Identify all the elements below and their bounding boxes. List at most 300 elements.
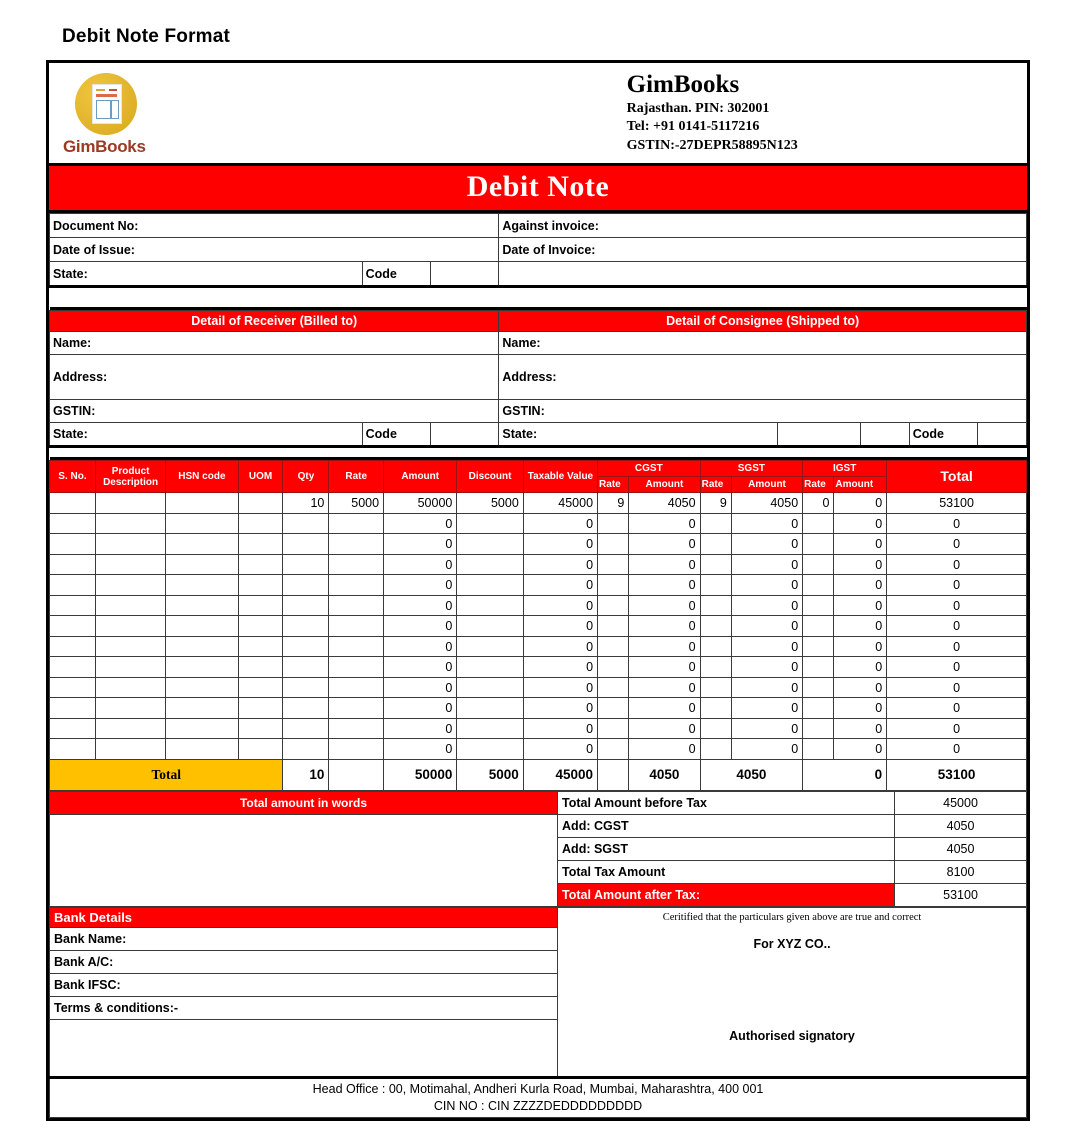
table-row [50, 657, 1027, 678]
table-row [50, 534, 1027, 555]
cell-product[interactable] [95, 595, 165, 616]
cin-number-text: CIN NO : CIN ZZZZDEDDDDDDDDD [433, 1098, 643, 1113]
items-body [50, 493, 1027, 760]
meta-blank-field[interactable] [499, 262, 1027, 287]
cell-igst-amt[interactable]: 0 [834, 657, 887, 678]
cell-total[interactable]: 0 [887, 534, 1027, 555]
cell-discount[interactable] [457, 718, 523, 739]
head-office-text: Head Office : 00, Motimahal, Andheri Kurla Road, Mumbai, Maharashtra, 400 001 [312, 1081, 764, 1096]
cell-cgst-amt[interactable]: 0 [629, 595, 700, 616]
cell-uom[interactable] [238, 513, 283, 534]
cell-cgst-amt[interactable]: 0 [629, 718, 700, 739]
cell-qty[interactable] [283, 554, 329, 575]
cell-uom[interactable] [238, 595, 283, 616]
cell-hsn[interactable] [166, 534, 238, 555]
cell-igst-rate[interactable] [803, 554, 834, 575]
cell-igst-rate[interactable] [803, 636, 834, 657]
table-row [50, 513, 1027, 534]
cell-sno[interactable] [50, 616, 96, 637]
summary-label-0: Total Amount before Tax [558, 791, 895, 814]
cell-amount[interactable]: 0 [384, 595, 457, 616]
cell-product[interactable] [95, 493, 165, 514]
cell-igst-amt[interactable]: 0 [834, 513, 887, 534]
cell-discount[interactable] [457, 534, 523, 555]
consignee-address-field[interactable]: Address: [499, 355, 1027, 400]
gimbooks-logo-icon [75, 73, 137, 135]
cell-igst-rate[interactable] [803, 657, 834, 678]
cell-rate[interactable] [329, 677, 384, 698]
cell-taxable[interactable]: 0 [523, 698, 597, 719]
cell-amount[interactable]: 0 [384, 739, 457, 760]
date-of-invoice-label[interactable]: Date of Invoice: [499, 238, 1027, 262]
cell-uom[interactable] [238, 493, 283, 514]
cell-igst-rate[interactable]: 0 [803, 493, 834, 514]
cell-igst-rate[interactable] [803, 513, 834, 534]
cell-cgst-amt[interactable]: 0 [629, 657, 700, 678]
cell-sgst-amt[interactable]: 0 [731, 739, 802, 760]
col-igst-group: IGST [803, 461, 887, 477]
col-total: Total [887, 461, 1027, 493]
cell-cgst-amt[interactable]: 0 [629, 698, 700, 719]
cell-sgst-rate[interactable] [700, 636, 731, 657]
cell-rate[interactable] [329, 575, 384, 596]
cell-igst-amt[interactable]: 0 [834, 595, 887, 616]
date-of-issue-label[interactable]: Date of Issue: [50, 238, 499, 262]
cell-product[interactable] [95, 657, 165, 678]
table-row [50, 311, 1027, 332]
cell-cgst-amt[interactable]: 0 [629, 554, 700, 575]
cell-sgst-amt[interactable]: 0 [731, 554, 802, 575]
cell-sgst-amt[interactable]: 0 [731, 657, 802, 678]
cell-cgst-amt[interactable]: 0 [629, 575, 700, 596]
cell-rate[interactable] [329, 534, 384, 555]
cell-discount[interactable] [457, 575, 523, 596]
cell-igst-rate[interactable] [803, 575, 834, 596]
col-igst-rate: Rate [803, 477, 834, 493]
cell-sno[interactable] [50, 513, 96, 534]
receiver-gstin-field[interactable]: GSTIN: [50, 400, 499, 423]
cell-qty[interactable] [283, 636, 329, 657]
cell-product[interactable] [95, 739, 165, 760]
cell-hsn[interactable] [166, 616, 238, 637]
cell-sgst-rate[interactable] [700, 513, 731, 534]
cell-igst-rate[interactable] [803, 595, 834, 616]
cell-sgst-rate[interactable] [700, 595, 731, 616]
total-cgst-rate-blank [598, 759, 629, 790]
receiver-address-field[interactable]: Address: [50, 355, 499, 400]
code-label[interactable]: Code [362, 262, 430, 287]
cell-igst-rate[interactable] [803, 739, 834, 760]
cell-product[interactable] [95, 554, 165, 575]
cell-discount[interactable] [457, 739, 523, 760]
cell-taxable[interactable]: 0 [523, 575, 597, 596]
cell-rate[interactable] [329, 636, 384, 657]
cell-cgst-rate[interactable] [598, 513, 629, 534]
cell-cgst-rate[interactable] [598, 554, 629, 575]
items-header-row [50, 461, 1027, 477]
cell-sgst-amt[interactable]: 4050 [731, 493, 802, 514]
table-row [50, 554, 1027, 575]
cell-total[interactable]: 0 [887, 739, 1027, 760]
cell-total[interactable]: 53100 [887, 493, 1027, 514]
summary-label-3: Total Tax Amount [558, 860, 895, 883]
cell-sno[interactable] [50, 657, 96, 678]
receiver-state-field[interactable]: State: [50, 423, 363, 447]
cell-rate[interactable] [329, 513, 384, 534]
table-row [50, 791, 1027, 814]
cell-hsn[interactable] [166, 698, 238, 719]
cell-igst-rate[interactable] [803, 718, 834, 739]
cell-sgst-amt[interactable]: 0 [731, 698, 802, 719]
cell-cgst-rate[interactable] [598, 595, 629, 616]
signature-block [558, 907, 1027, 1077]
table-row [50, 355, 1027, 400]
cell-total[interactable]: 0 [887, 718, 1027, 739]
cell-rate[interactable] [329, 718, 384, 739]
cell-hsn[interactable] [166, 636, 238, 657]
consignee-name-field[interactable]: Name: [499, 332, 1027, 355]
cell-discount[interactable] [457, 554, 523, 575]
cell-amount[interactable]: 0 [384, 554, 457, 575]
cell-uom[interactable] [238, 698, 283, 719]
cell-sno[interactable] [50, 739, 96, 760]
receiver-section-header: Detail of Receiver (Billed to) [50, 311, 499, 332]
cell-total[interactable]: 0 [887, 616, 1027, 637]
cell-uom[interactable] [238, 534, 283, 555]
receiver-code-label[interactable]: Code [362, 423, 430, 447]
cell-rate[interactable] [329, 739, 384, 760]
cell-igst-rate[interactable] [803, 616, 834, 637]
table-row [50, 575, 1027, 596]
certification-text: Ceritified that the particulars given above are true and correct [662, 911, 922, 923]
cell-sno[interactable] [50, 677, 96, 698]
amount-in-words-field[interactable] [50, 814, 558, 906]
cell-uom[interactable] [238, 616, 283, 637]
state-label[interactable]: State: [50, 262, 363, 287]
cell-product[interactable] [95, 718, 165, 739]
cell-product[interactable] [95, 698, 165, 719]
cell-sgst-rate[interactable] [700, 718, 731, 739]
footer-block [50, 1077, 1027, 1117]
cell-total[interactable]: 0 [887, 554, 1027, 575]
cell-taxable[interactable]: 0 [523, 554, 597, 575]
cell-cgst-rate[interactable] [598, 739, 629, 760]
consignee-code-value[interactable] [978, 423, 1027, 447]
cell-igst-rate[interactable] [803, 698, 834, 719]
cell-sgst-rate[interactable] [700, 657, 731, 678]
cell-total[interactable]: 0 [887, 698, 1027, 719]
cell-hsn[interactable] [166, 554, 238, 575]
cell-discount[interactable] [457, 595, 523, 616]
table-row [50, 262, 1027, 287]
col-sgst-group: SGST [700, 461, 803, 477]
cell-amount[interactable]: 50000 [384, 493, 457, 514]
summary-label-4: Total Amount after Tax: [558, 883, 895, 906]
authorised-signatory-label: Authorised signatory [729, 1028, 855, 1043]
consignee-state-blank-1[interactable] [777, 423, 860, 447]
cell-amount[interactable]: 0 [384, 657, 457, 678]
cell-amount[interactable]: 0 [384, 513, 457, 534]
cell-sgst-amt[interactable]: 0 [731, 636, 802, 657]
cell-cgst-amt[interactable]: 0 [629, 513, 700, 534]
cell-cgst-rate[interactable]: 9 [598, 493, 629, 514]
cell-amount[interactable]: 0 [384, 636, 457, 657]
cell-rate[interactable]: 5000 [329, 493, 384, 514]
cell-taxable[interactable]: 0 [523, 739, 597, 760]
bank-name-field[interactable]: Bank Name: [50, 927, 558, 950]
cell-hsn[interactable] [166, 739, 238, 760]
cell-taxable[interactable]: 0 [523, 534, 597, 555]
cell-sno[interactable] [50, 698, 96, 719]
cell-cgst-rate[interactable] [598, 698, 629, 719]
cell-taxable[interactable]: 0 [523, 636, 597, 657]
cell-uom[interactable] [238, 575, 283, 596]
cell-total[interactable]: 0 [887, 677, 1027, 698]
cell-taxable[interactable]: 45000 [523, 493, 597, 514]
cell-cgst-rate[interactable] [598, 677, 629, 698]
table-row [50, 814, 1027, 837]
cell-hsn[interactable] [166, 657, 238, 678]
cell-uom[interactable] [238, 554, 283, 575]
cell-sno[interactable] [50, 595, 96, 616]
cell-rate[interactable] [329, 698, 384, 719]
cell-product[interactable] [95, 534, 165, 555]
cell-qty[interactable] [283, 616, 329, 637]
total-cgst-amount: 4050 [629, 759, 700, 790]
cell-cgst-rate[interactable] [598, 616, 629, 637]
bank-account-field[interactable]: Bank A/C: [50, 950, 558, 973]
table-row [50, 423, 1027, 447]
document-no-label[interactable]: Document No: [50, 214, 499, 238]
cell-sno[interactable] [50, 575, 96, 596]
cell-cgst-amt[interactable]: 4050 [629, 493, 700, 514]
cell-igst-amt[interactable]: 0 [834, 698, 887, 719]
cell-discount[interactable] [457, 677, 523, 698]
cell-rate[interactable] [329, 595, 384, 616]
cell-qty[interactable] [283, 513, 329, 534]
cell-cgst-rate[interactable] [598, 534, 629, 555]
cell-qty[interactable] [283, 718, 329, 739]
cell-cgst-rate[interactable] [598, 575, 629, 596]
table-row [50, 1077, 1027, 1117]
spacer [50, 287, 1027, 309]
cell-rate[interactable] [329, 616, 384, 637]
cell-amount[interactable]: 0 [384, 616, 457, 637]
cell-sgst-amt[interactable]: 0 [731, 513, 802, 534]
cell-cgst-amt[interactable]: 0 [629, 534, 700, 555]
cell-amount[interactable]: 0 [384, 534, 457, 555]
table-row [50, 739, 1027, 760]
cell-hsn[interactable] [166, 677, 238, 698]
col-serial-number: S. No. [50, 461, 96, 493]
cell-igst-rate[interactable] [803, 534, 834, 555]
cell-sno[interactable] [50, 718, 96, 739]
terms-content-area[interactable] [50, 1019, 558, 1077]
cell-total[interactable]: 0 [887, 513, 1027, 534]
cell-uom[interactable] [238, 739, 283, 760]
cell-product[interactable] [95, 677, 165, 698]
cell-igst-amt[interactable]: 0 [834, 636, 887, 657]
cell-igst-amt[interactable]: 0 [834, 575, 887, 596]
logo-block [49, 63, 509, 163]
cell-amount[interactable]: 0 [384, 698, 457, 719]
cell-cgst-rate[interactable] [598, 657, 629, 678]
section-spacer [50, 447, 1027, 459]
cell-uom[interactable] [238, 677, 283, 698]
table-row [50, 718, 1027, 739]
cell-discount[interactable] [457, 657, 523, 678]
col-sgst-amount: Amount [731, 477, 802, 493]
cell-igst-amt[interactable]: 0 [834, 677, 887, 698]
document-header [49, 63, 1027, 166]
cell-sgst-amt[interactable]: 0 [731, 595, 802, 616]
cell-sgst-rate[interactable] [700, 616, 731, 637]
bank-and-signature-table [49, 907, 1027, 1118]
receiver-name-field[interactable]: Name: [50, 332, 499, 355]
cell-igst-amt[interactable]: 0 [834, 739, 887, 760]
cell-product[interactable] [95, 636, 165, 657]
consignee-section-header: Detail of Consignee (Shipped to) [499, 311, 1027, 332]
cell-sno[interactable] [50, 554, 96, 575]
cell-discount[interactable] [457, 616, 523, 637]
bank-details-header: Bank Details [50, 907, 558, 927]
cell-sgst-rate[interactable] [700, 698, 731, 719]
cell-rate[interactable] [329, 554, 384, 575]
total-amount: 50000 [384, 759, 457, 790]
cell-product[interactable] [95, 575, 165, 596]
col-rate: Rate [329, 461, 384, 493]
code-value-field[interactable] [431, 262, 499, 287]
cell-hsn[interactable] [166, 718, 238, 739]
summary-value-0: 45000 [895, 791, 1027, 814]
cell-discount[interactable] [457, 698, 523, 719]
cell-igst-amt[interactable]: 0 [834, 616, 887, 637]
cell-hsn[interactable] [166, 575, 238, 596]
items-total-row [50, 759, 1027, 790]
cell-rate[interactable] [329, 657, 384, 678]
summary-label-1: Add: CGST [558, 814, 895, 837]
cell-sgst-rate[interactable] [700, 575, 731, 596]
cell-product[interactable] [95, 616, 165, 637]
total-grand: 53100 [887, 759, 1027, 790]
against-invoice-label[interactable]: Against invoice: [499, 214, 1027, 238]
cell-cgst-rate[interactable] [598, 718, 629, 739]
cell-sgst-amt[interactable]: 0 [731, 534, 802, 555]
table-row [50, 616, 1027, 637]
cell-sgst-amt[interactable]: 0 [731, 616, 802, 637]
cell-sgst-amt[interactable]: 0 [731, 718, 802, 739]
cell-discount[interactable]: 5000 [457, 493, 523, 514]
cell-discount[interactable] [457, 513, 523, 534]
cell-amount[interactable]: 0 [384, 718, 457, 739]
terms-conditions-field[interactable]: Terms & conditions:- [50, 996, 558, 1019]
cell-cgst-amt[interactable]: 0 [629, 616, 700, 637]
cell-uom[interactable] [238, 657, 283, 678]
cell-hsn[interactable] [166, 513, 238, 534]
cell-igst-rate[interactable] [803, 677, 834, 698]
cell-sno[interactable] [50, 493, 96, 514]
cell-sno[interactable] [50, 636, 96, 657]
consignee-state-blank-2[interactable] [860, 423, 909, 447]
cell-taxable[interactable]: 0 [523, 513, 597, 534]
table-row [50, 595, 1027, 616]
cell-cgst-amt[interactable]: 0 [629, 636, 700, 657]
summary-value-3: 8100 [895, 860, 1027, 883]
cell-discount[interactable] [457, 636, 523, 657]
cell-sno[interactable] [50, 534, 96, 555]
cell-sgst-amt[interactable]: 0 [731, 677, 802, 698]
cell-sgst-amt[interactable]: 0 [731, 575, 802, 596]
cell-hsn[interactable] [166, 493, 238, 514]
cell-qty[interactable]: 10 [283, 493, 329, 514]
cell-igst-amt[interactable]: 0 [834, 718, 887, 739]
receiver-code-value[interactable] [431, 423, 499, 447]
col-igst-amount: Amount [834, 477, 887, 493]
cell-sgst-rate[interactable] [700, 677, 731, 698]
total-sgst-amount: 4050 [700, 759, 803, 790]
cell-sgst-rate[interactable]: 9 [700, 493, 731, 514]
consignee-gstin-field[interactable]: GSTIN: [499, 400, 1027, 423]
cell-qty[interactable] [283, 575, 329, 596]
cell-cgst-amt[interactable]: 0 [629, 739, 700, 760]
cell-igst-amt[interactable]: 0 [834, 554, 887, 575]
cell-igst-amt[interactable]: 0 [834, 493, 887, 514]
cell-qty[interactable] [283, 739, 329, 760]
cell-cgst-rate[interactable] [598, 636, 629, 657]
cell-amount[interactable]: 0 [384, 575, 457, 596]
cell-qty[interactable] [283, 657, 329, 678]
cell-uom[interactable] [238, 636, 283, 657]
col-sgst-rate: Rate [700, 477, 731, 493]
cell-total[interactable]: 0 [887, 595, 1027, 616]
cell-uom[interactable] [238, 718, 283, 739]
cell-qty[interactable] [283, 677, 329, 698]
cell-product[interactable] [95, 513, 165, 534]
cell-taxable[interactable]: 0 [523, 616, 597, 637]
cell-amount[interactable]: 0 [384, 677, 457, 698]
table-row [50, 907, 1027, 927]
logo-wordmark: GimBooks [63, 137, 146, 156]
cell-igst-amt[interactable]: 0 [834, 534, 887, 555]
consignee-state-field[interactable]: State: [499, 423, 777, 447]
cell-qty[interactable] [283, 534, 329, 555]
cell-total[interactable]: 0 [887, 636, 1027, 657]
cell-sgst-rate[interactable] [700, 739, 731, 760]
cell-qty[interactable] [283, 698, 329, 719]
cell-total[interactable]: 0 [887, 657, 1027, 678]
cell-taxable[interactable]: 0 [523, 718, 597, 739]
cell-taxable[interactable]: 0 [523, 677, 597, 698]
col-qty: Qty [283, 461, 329, 493]
cell-sgst-rate[interactable] [700, 554, 731, 575]
table-row [50, 332, 1027, 355]
document-glyph-icon [92, 84, 122, 124]
cell-qty[interactable] [283, 595, 329, 616]
bank-ifsc-field[interactable]: Bank IFSC: [50, 973, 558, 996]
consignee-code-label[interactable]: Code [909, 423, 977, 447]
cell-total[interactable]: 0 [887, 575, 1027, 596]
table-row [50, 214, 1027, 238]
company-name: GimBooks [626, 71, 740, 98]
cell-hsn[interactable] [166, 595, 238, 616]
cell-cgst-amt[interactable]: 0 [629, 677, 700, 698]
cell-sgst-rate[interactable] [700, 534, 731, 555]
cell-taxable[interactable]: 0 [523, 595, 597, 616]
amount-in-words-header: Total amount in words [50, 791, 558, 814]
company-address: Rajasthan. PIN: 302001 [626, 100, 770, 116]
cell-taxable[interactable]: 0 [523, 657, 597, 678]
table-row [50, 238, 1027, 262]
